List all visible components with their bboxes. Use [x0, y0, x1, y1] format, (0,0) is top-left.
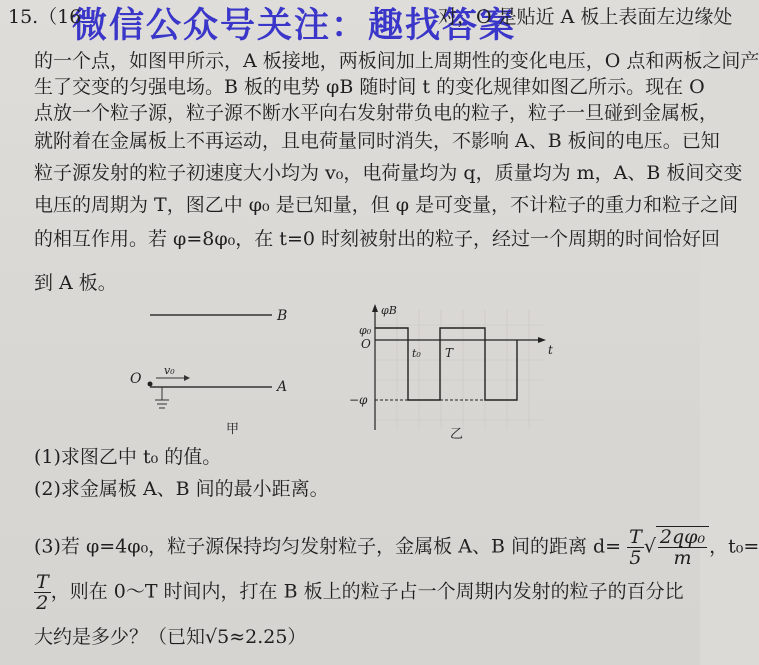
point-o-label: O — [130, 371, 142, 387]
caption-jia: 甲 — [226, 422, 240, 437]
q3-t0-num: T — [36, 571, 49, 593]
question-3-line-3: 大约是多少？（已知√5≈2.25） — [34, 626, 307, 648]
y-axis-arrow — [372, 304, 378, 312]
problem-line-2: 生了交变的匀强电场。B 板的电势 φB 随时间 t 的变化规律如图乙所示。现在 O — [34, 76, 705, 98]
problem-line-8: 到 A 板。 — [34, 272, 117, 294]
q3-fraction — [627, 527, 644, 568]
q3-sqrt — [656, 526, 709, 568]
source-point — [148, 382, 153, 387]
velocity-label: v₀ — [164, 364, 175, 377]
problem-line-4: 就附着在金属板上不再运动，且电荷量同时消失，不影响 A、B 板间的电压。已知 — [34, 130, 720, 152]
q3-t0-den: 2 — [36, 592, 49, 614]
question-1: (1)求图乙中 t₀ 的值。 — [34, 446, 222, 468]
question-3-line-1 — [34, 526, 759, 568]
sqrt-sign: √ — [643, 535, 656, 558]
q3-sqrt-den: m — [673, 547, 692, 569]
problem-line-0: 对，O 是贴近 A 板上表面左边缘处 — [438, 6, 733, 28]
problem-line-6: 电压的周期为 T，图乙中 φ₀ 是已知量，但 φ 是可变量，不计粒子的重力和粒子之间 — [34, 194, 739, 216]
caption-yi: 乙 — [450, 427, 464, 442]
q3-t0-fraction — [34, 572, 51, 613]
x-axis-arrow — [538, 337, 546, 343]
problem-line-3: 点放一个粒子源，粒子源不断水平向右发射带负电的粒子，粒子一旦碰到金属板， — [34, 102, 719, 124]
question-3-line-2 — [34, 572, 684, 613]
problem-number: 15.（16 — [8, 6, 82, 28]
watermark-text: 微信公众号关注：趣找答案 — [72, 6, 517, 46]
origin-label: O — [361, 337, 371, 351]
neg-phi-label: −φ — [349, 393, 368, 407]
problem-line-5: 粒子源发射的粒子初速度大小均为 v₀，电荷量均为 q，质量均为 m，A、B 板间交变 — [34, 162, 743, 184]
q3-sqrt-num: 2qφ₀ — [659, 526, 706, 548]
problem-line-7: 的相互作用。若 φ=8φ₀，在 t=0 时刻被射出的粒子，经过一个周期的时间恰好回 — [34, 228, 720, 250]
figure-yi — [345, 300, 560, 445]
x-axis-label: t — [548, 343, 553, 357]
plate-b-label: B — [277, 308, 288, 324]
q3-text-2: ，t₀= — [709, 535, 759, 558]
y-axis-label: φB — [381, 304, 397, 317]
q3-text-3: ，则在 0～T 时间内，打在 B 板上的粒子占一个周期内发射的粒子的百分比 — [50, 580, 684, 603]
t0-label: t₀ — [412, 347, 421, 360]
q3-frac-den: 5 — [629, 547, 642, 569]
q3-frac-num: T — [629, 526, 642, 548]
figure-jia — [120, 300, 320, 440]
phi0-label: φ₀ — [359, 324, 372, 337]
problem-line-1: 的一个点，如图甲所示，A 板接地，两板间加上周期性的变化电压，O 点和两板之间产 — [34, 50, 759, 72]
question-2: (2)求金属板 A、B 间的最小距离。 — [34, 478, 329, 500]
q3-text-1: (3)若 φ=4φ₀，粒子源保持均匀发射粒子，金属板 A、B 间的距离 d= — [34, 535, 622, 558]
velocity-arrow-head — [184, 375, 190, 381]
T-label: T — [445, 346, 454, 360]
waveform — [375, 328, 517, 400]
plate-a-label: A — [277, 379, 288, 395]
